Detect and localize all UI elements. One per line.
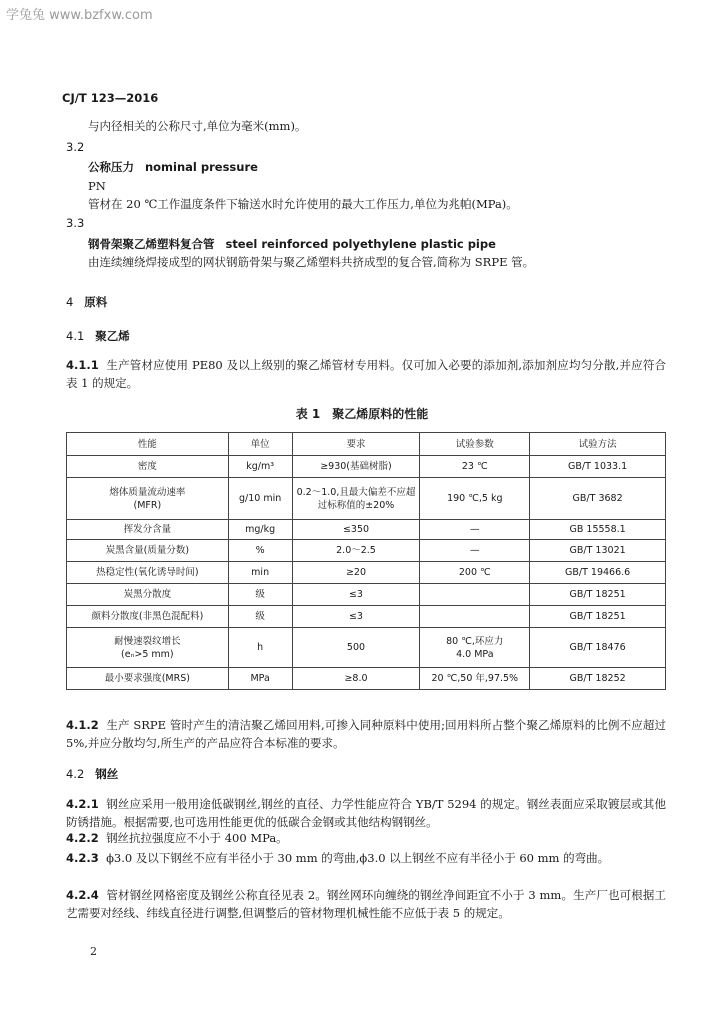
table1-cell: 耐慢速裂纹增长 (eₙ>5 mm) [67, 628, 229, 668]
table1-header-row [67, 433, 666, 456]
table1-cell: 熔体质量流动速率 (MFR) [67, 478, 229, 520]
table1-header: 性能 [67, 433, 229, 456]
table1-cell [420, 584, 530, 606]
sec3-3-term-cn: 钢骨架聚乙烯塑料复合管 [88, 237, 215, 251]
table1-row [67, 562, 666, 584]
table1-caption: 表 1 聚乙烯原料的性能 [295, 407, 429, 421]
table1-cell: MPa [228, 668, 292, 690]
standard-code: CJ/T 123—2016 [62, 91, 159, 105]
sec4-1-1-number: 4.1.1 [66, 358, 99, 372]
table1-cell: — [420, 520, 530, 540]
sec3-1-tail: 与内径相关的公称尺寸,单位为毫米(mm)。 [88, 119, 307, 133]
table1-cell: 80 ℃,环应力 4.0 MPa [420, 628, 530, 668]
sec4-2-number: 4.2 [66, 767, 85, 781]
table1-row [67, 478, 666, 520]
table1-cell: h [228, 628, 292, 668]
table1-cell: % [228, 540, 292, 562]
sec4-2-3-text: ϕ3.0 及以下钢丝不应有半径小于 30 mm 的弯曲,ϕ3.0 以上钢丝不应有半径小于 60 mm 的弯曲。 [106, 851, 610, 865]
table1-cell [420, 606, 530, 628]
sec4-2-3-paragraph [66, 849, 666, 867]
sec3-2-number: 3.2 [66, 140, 85, 154]
sec4-1-2-number: 4.1.2 [66, 718, 99, 732]
table1-cell: 0.2～1.0,且最大偏差不应超过标称值的±20% [292, 478, 420, 520]
table1 [66, 432, 666, 690]
table1-cell: GB/T 18252 [530, 668, 666, 690]
table1-cell: 20 ℃,50 年,97.5% [420, 668, 530, 690]
sec3-2-term-cn: 公称压力 [88, 160, 134, 174]
sec4-2-2-text: 钢丝抗拉强度应不小于 400 MPa。 [106, 831, 288, 845]
table1-row [67, 606, 666, 628]
table1-cell: ≥8.0 [292, 668, 420, 690]
table1-header: 要求 [292, 433, 420, 456]
sec4-number: 4 [66, 295, 74, 309]
table1-cell: 热稳定性(氧化诱导时间) [67, 562, 229, 584]
table1-cell: min [228, 562, 292, 584]
table1-cell: ≤350 [292, 520, 420, 540]
table1-cell: 23 ℃ [420, 456, 530, 478]
sec4-1-title: 聚乙烯 [95, 329, 130, 343]
sec4-2-1-paragraph [66, 795, 666, 831]
table1-cell: 挥发分含量 [67, 520, 229, 540]
sec3-2-term-en: nominal pressure [144, 160, 258, 174]
sec4-1-number: 4.1 [66, 329, 85, 343]
sec3-3-definition: 由连续缠绕焊接成型的网状钢筋骨架与聚乙烯塑料共挤成型的复合管,简称为 SRPE 管。 [88, 255, 535, 269]
table1-header: 单位 [228, 433, 292, 456]
page-number: 2 [90, 945, 97, 958]
sec4-1-2-paragraph [66, 716, 666, 752]
sec4-2-4-number: 4.2.4 [66, 888, 99, 902]
table1-cell: ≥930(基础树脂) [292, 456, 420, 478]
sec4-2-3-number: 4.2.3 [66, 851, 99, 865]
table1-cell: 200 ℃ [420, 562, 530, 584]
table1-cell: GB/T 18476 [530, 628, 666, 668]
table1-cell: GB/T 19466.6 [530, 562, 666, 584]
table1-cell: 190 ℃,5 kg [420, 478, 530, 520]
table1-cell: GB/T 13021 [530, 540, 666, 562]
sec4-2-heading [66, 766, 118, 782]
sec4-2-1-number: 4.2.1 [66, 797, 99, 811]
table1-row [67, 628, 666, 668]
table1-cell: g/10 min [228, 478, 292, 520]
table1-row [67, 668, 666, 690]
table1-row [67, 540, 666, 562]
table1-row [67, 520, 666, 540]
table1-cell: GB/T 1033.1 [530, 456, 666, 478]
table1-cell: 炭黑分散度 [67, 584, 229, 606]
sec4-1-1-text: 生产管材应使用 PE80 及以上级别的聚乙烯管材专用料。仅可加入必要的添加剂,添加剂应均匀分散,并应符合表 1 的规定。 [66, 358, 667, 390]
table1-cell: — [420, 540, 530, 562]
table1-row [67, 456, 666, 478]
table1-cell: 级 [228, 584, 292, 606]
table1-cell: mg/kg [228, 520, 292, 540]
table1-cell: 炭黑含量(质量分数) [67, 540, 229, 562]
sec4-2-4-text: 管材钢丝网格密度及钢丝公称直径见表 2。钢丝网环向缠绕的钢丝净间距宜不小于 3 mm。生产厂也可根据工艺需要对经线、纬线直径进行调整,但调整后的管材物理机械性能不应低于表 5 的规定。 [66, 888, 667, 920]
sec4-2-1-text: 钢丝应采用一般用途低碳钢丝,钢丝的直径、力学性能应符合 YB/T 5294 的规定。钢丝表面应采取镀层或其他防锈措施。根据需要,也可选用性能更优的低碳合金钢或其他结构钢钢丝。 [66, 797, 666, 829]
sec4-2-4-paragraph [66, 886, 666, 922]
table1-cell: kg/m³ [228, 456, 292, 478]
sec4-1-1-paragraph [66, 356, 666, 392]
sec4-heading [66, 294, 107, 310]
table1-header: 试验参数 [420, 433, 530, 456]
sec4-1-2-text: 生产 SRPE 管时产生的清洁聚乙烯回用料,可掺入同种原料中使用;回用料所占整个聚乙烯原料的比例不应超过 5%,并应分散均匀,所生产的产品应符合本标准的要求。 [66, 718, 666, 750]
sec3-3-number: 3.3 [66, 216, 85, 230]
sec3-2-abbr: PN [88, 179, 106, 193]
table1-cell: 密度 [67, 456, 229, 478]
table1-cell: GB/T 18251 [530, 584, 666, 606]
table1-cell: 级 [228, 606, 292, 628]
table1-cell: 颜料分散度(非黑色混配料) [67, 606, 229, 628]
table1-header: 试验方法 [530, 433, 666, 456]
sec4-title: 原料 [84, 295, 108, 309]
table1-cell: ≥20 [292, 562, 420, 584]
sec3-2-definition: 管材在 20 ℃工作温度条件下输送水时允许使用的最大工作压力,单位为兆帕(MPa)。 [88, 197, 518, 211]
sec4-1-heading [66, 328, 130, 344]
table1-row [67, 584, 666, 606]
sec3-3-term [88, 235, 496, 253]
sec4-2-2-paragraph [66, 829, 666, 847]
sec4-2-2-number: 4.2.2 [66, 831, 99, 845]
table1-cell: GB/T 18251 [530, 606, 666, 628]
table1-cell: ≤3 [292, 584, 420, 606]
watermark: 学兔兔 www.bzfxw.com [6, 8, 153, 23]
sec3-3-term-en: steel reinforced polyethylene plastic pipe [225, 237, 496, 251]
table1-cell: 2.0～2.5 [292, 540, 420, 562]
table1-cell: GB 15558.1 [530, 520, 666, 540]
table1-cell: ≤3 [292, 606, 420, 628]
table1-cell: 500 [292, 628, 420, 668]
table1-cell: GB/T 3682 [530, 478, 666, 520]
table1-cell: 最小要求强度(MRS) [67, 668, 229, 690]
sec4-2-title: 钢丝 [95, 767, 119, 781]
sec3-2-term [88, 158, 258, 176]
